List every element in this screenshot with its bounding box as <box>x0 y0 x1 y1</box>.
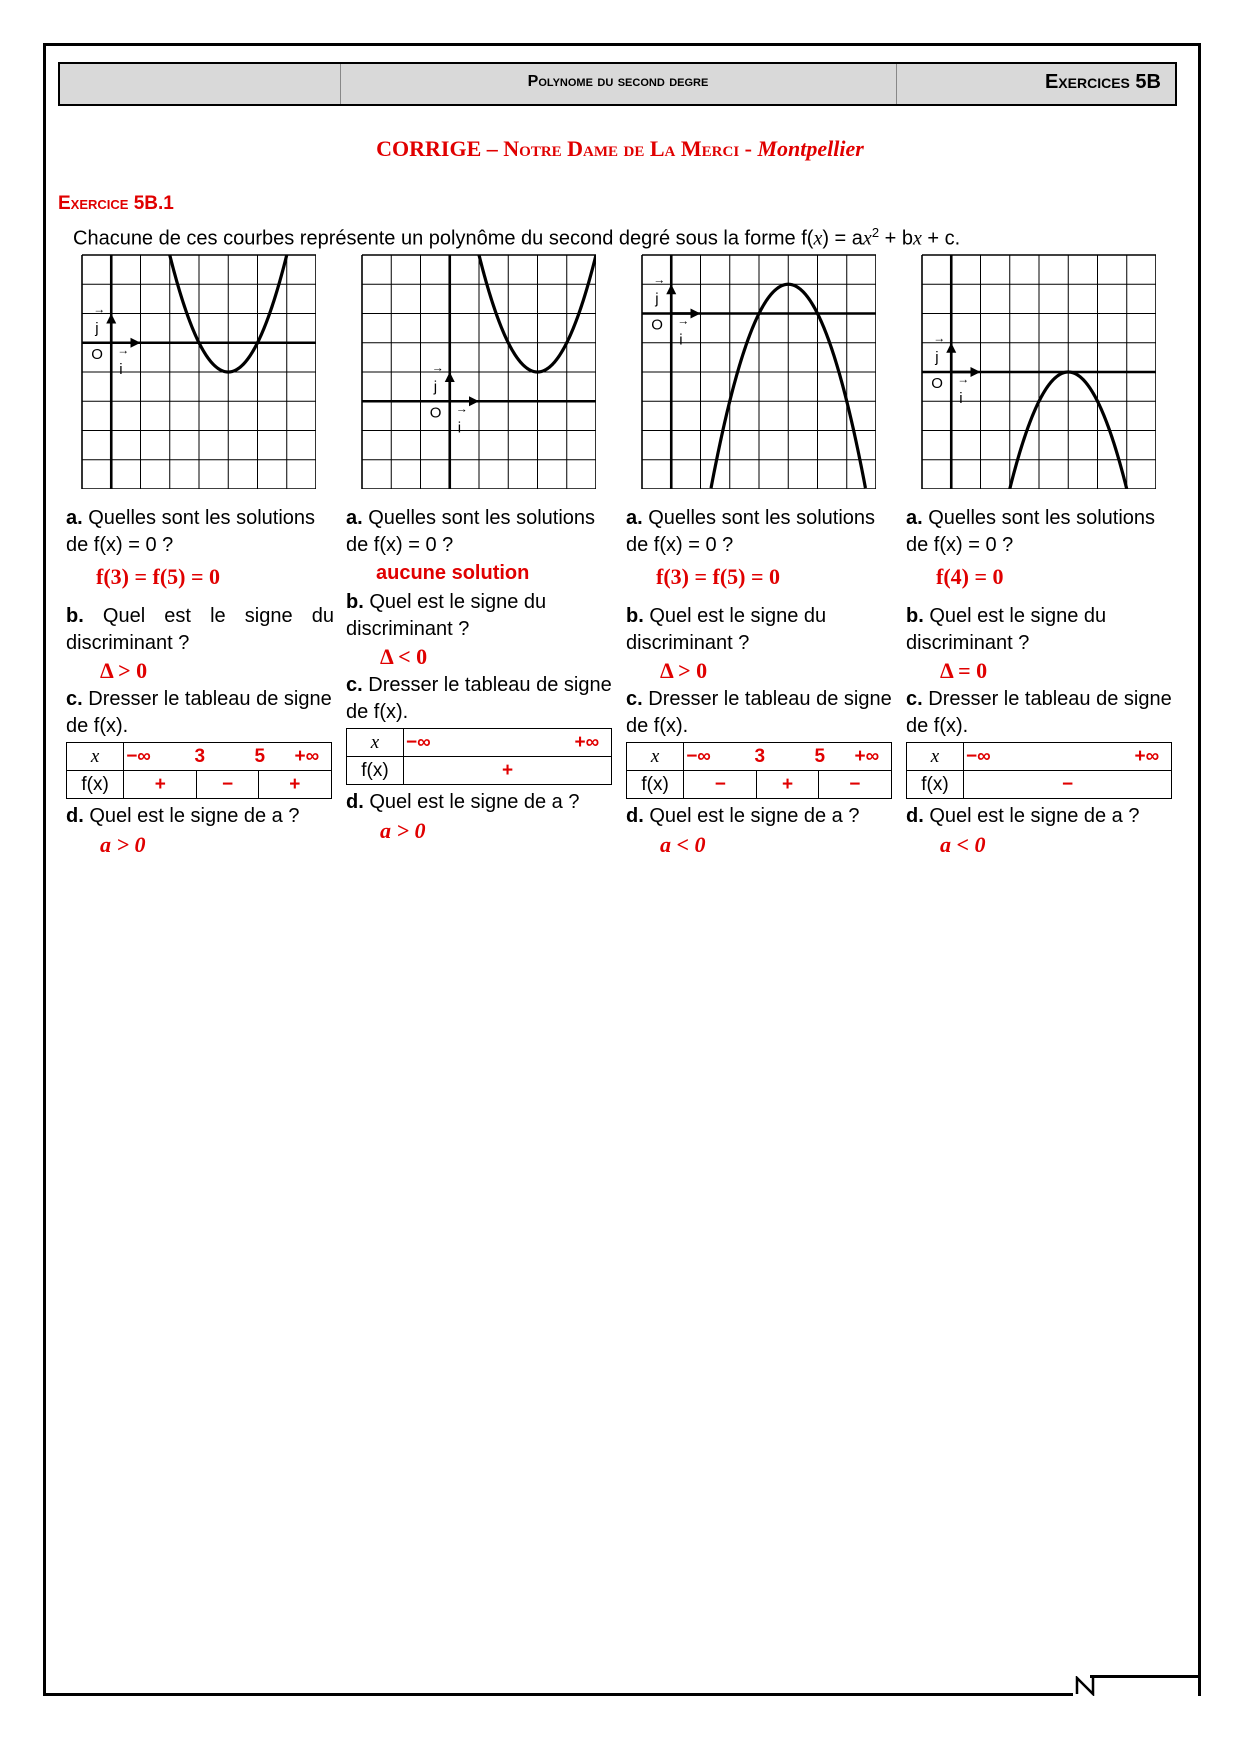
arrow-icon <box>469 396 479 406</box>
question-letter: b. <box>346 591 364 613</box>
question-d <box>626 803 894 830</box>
sign-cell: − <box>684 771 757 799</box>
vector-i-arrow: → <box>455 401 468 416</box>
question-text: Quelles sont les solutions de f(x) = 0 ? <box>66 507 316 556</box>
origin-label: O <box>429 404 442 422</box>
vector-i-label: i <box>119 360 123 378</box>
question-c <box>346 672 614 726</box>
exercise-intro <box>73 225 960 251</box>
sign-table-row-x <box>907 743 1172 771</box>
sign-cell: − <box>818 771 891 799</box>
arrow-icon <box>131 338 141 348</box>
sign-table-values <box>684 743 892 771</box>
question-text: Quelles sont les solutions de f(x) = 0 ? <box>906 507 1156 556</box>
sign-table-row-x <box>67 743 332 771</box>
page-corner-mark <box>1075 1676 1095 1696</box>
question-c <box>66 686 334 740</box>
question-letter: a. <box>626 507 643 529</box>
graph-2 <box>360 253 596 489</box>
question-text: Quel est le signe de a ? <box>643 805 860 827</box>
corrige-separator: - <box>739 136 758 161</box>
exercise-title: Exercice 5B.1 <box>58 193 174 214</box>
question-letter: c. <box>906 688 923 710</box>
question-letter: b. <box>66 605 84 627</box>
vector-j-label: j <box>433 378 438 396</box>
question-letter: c. <box>66 688 83 710</box>
plus-infinity: +∞ <box>854 746 880 767</box>
minus-infinity: −∞ <box>126 746 151 767</box>
vector-i-arrow: → <box>117 342 130 357</box>
sign-table-values <box>964 743 1172 771</box>
question-letter: d. <box>906 805 924 827</box>
sign-cell: − <box>964 771 1172 799</box>
sign-table <box>346 728 612 785</box>
vector-j-label: j <box>95 319 99 337</box>
vector-j-arrow: → <box>93 301 106 316</box>
arrow-icon <box>691 309 701 319</box>
sign-table-row-fx <box>627 771 892 799</box>
answer-d: a < 0 <box>940 832 986 857</box>
answer-d: a > 0 <box>100 832 146 857</box>
vector-j-label: j <box>655 290 659 308</box>
sign-table <box>906 742 1172 799</box>
question-d <box>346 789 614 816</box>
question-text: Quel est le signe de a ? <box>83 805 300 827</box>
sign-table-header-x: x <box>347 729 404 757</box>
sign-table-header-x: x <box>627 743 684 771</box>
page-bottom-rule-right <box>1090 1675 1198 1678</box>
question-c <box>906 686 1174 740</box>
question-a <box>66 505 334 559</box>
graph-4 <box>920 253 1156 489</box>
question-text: Quel est le signe du discriminant ? <box>346 591 547 640</box>
question-letter: a. <box>66 507 83 529</box>
question-letter: c. <box>346 674 363 696</box>
intro-text: Chacune de ces courbes représente un polynôme du second degré sous la forme f( <box>73 227 814 250</box>
question-text: Dresser le tableau de signe de f(x). <box>346 674 612 723</box>
answer-a: f(4) = 0 <box>936 564 1004 589</box>
arrow-icon <box>946 343 956 353</box>
question-b <box>906 603 1174 657</box>
question-letter: b. <box>906 605 924 627</box>
sign-table-header-fx: f(x) <box>67 771 124 799</box>
answer-b: Δ < 0 <box>380 644 428 669</box>
graph-1 <box>80 253 316 489</box>
page-bottom-rule <box>43 1693 1073 1696</box>
plus-infinity: +∞ <box>1134 746 1160 767</box>
question-text: Quel est le signe de a ? <box>923 805 1140 827</box>
arrow-icon <box>971 367 981 377</box>
vector-j-label: j <box>935 349 939 366</box>
arrow-icon <box>445 372 455 382</box>
intro-var: x <box>912 227 922 250</box>
sign-table-values <box>404 729 612 757</box>
arrow-icon <box>666 284 676 294</box>
question-a <box>346 505 614 559</box>
answer-d: a > 0 <box>380 818 426 843</box>
question-b <box>626 603 894 657</box>
question-letter: d. <box>346 791 364 813</box>
answer-b: Δ > 0 <box>100 658 148 683</box>
sign-table-header-fx: f(x) <box>627 771 684 799</box>
question-b <box>66 603 334 657</box>
minus-infinity: −∞ <box>686 746 711 767</box>
question-text: Quel est le signe du discriminant ? <box>906 605 1107 654</box>
sign-table <box>626 742 892 799</box>
answer-b: Δ > 0 <box>660 658 708 683</box>
sign-table-row-x <box>347 729 612 757</box>
question-text: Dresser le tableau de signe de f(x). <box>626 688 892 737</box>
intro-exponent: 2 <box>871 225 880 240</box>
question-text: Dresser le tableau de signe de f(x). <box>66 688 332 737</box>
minus-infinity: −∞ <box>406 732 431 753</box>
corrige-city: Montpellier <box>757 136 864 161</box>
vector-j-arrow: → <box>653 272 666 287</box>
sign-table-values <box>124 743 332 771</box>
arrow-icon <box>106 314 116 324</box>
origin-label: O <box>651 316 663 334</box>
header-title: Polynome du second degre <box>527 73 709 90</box>
corrige-prefix: CORRIGE <box>376 136 482 161</box>
question-text: Dresser le tableau de signe de f(x). <box>906 688 1172 737</box>
sign-table-header-fx: f(x) <box>907 771 964 799</box>
sign-cell: + <box>757 771 818 799</box>
vector-j-arrow: → <box>933 331 946 345</box>
intro-var: x <box>813 227 823 250</box>
sign-table-row-fx <box>347 757 612 785</box>
sign-cell: + <box>124 771 197 799</box>
question-a <box>906 505 1174 559</box>
sign-table-row-fx <box>907 771 1172 799</box>
question-d <box>66 803 334 830</box>
sign-table-header-x: x <box>67 743 124 771</box>
vector-j-arrow: → <box>431 360 444 375</box>
question-text: Quelles sont les solutions de f(x) = 0 ? <box>626 507 876 556</box>
plus-infinity: +∞ <box>294 746 320 767</box>
sign-table-row-x <box>627 743 892 771</box>
intro-text: + b <box>879 227 913 250</box>
vector-i-label: i <box>679 331 683 349</box>
intro-var: x <box>862 227 872 250</box>
graph-3 <box>640 253 876 489</box>
sign-cell: + <box>404 757 612 785</box>
vector-i-arrow: → <box>677 313 690 328</box>
answer-b: Δ = 0 <box>940 658 988 683</box>
answer-a: f(3) = f(5) = 0 <box>656 564 781 589</box>
root-value: 5 <box>254 746 266 767</box>
corrige-dash: – <box>481 136 504 161</box>
sign-table-header-x: x <box>907 743 964 771</box>
vector-i-arrow: → <box>957 372 970 386</box>
sign-table-header-fx: f(x) <box>347 757 404 785</box>
question-letter: d. <box>66 805 84 827</box>
corrige-heading <box>0 136 1240 162</box>
answer-a: f(3) = f(5) = 0 <box>96 564 221 589</box>
question-text: Quel est le signe du discriminant ? <box>626 605 827 654</box>
sign-cell: + <box>258 771 331 799</box>
root-value: 5 <box>814 746 826 767</box>
page-header <box>58 62 1177 106</box>
question-b <box>346 589 614 643</box>
question-letter: b. <box>626 605 644 627</box>
intro-text: + c. <box>921 227 961 250</box>
vector-i-label: i <box>457 419 462 437</box>
question-letter: a. <box>906 507 923 529</box>
plus-infinity: +∞ <box>574 732 600 753</box>
sign-table-row-fx <box>67 771 332 799</box>
corrige-school: Notre Dame de La Merci <box>503 136 740 161</box>
question-letter: c. <box>626 688 643 710</box>
header-exercise-set: Exercices 5B <box>1044 71 1161 93</box>
origin-label: O <box>931 375 943 392</box>
question-a <box>626 505 894 559</box>
question-text: Quelles sont les solutions de f(x) = 0 ? <box>346 507 596 556</box>
question-letter: d. <box>626 805 644 827</box>
sign-cell: − <box>197 771 258 799</box>
intro-text: ) = a <box>822 227 863 250</box>
origin-label: O <box>91 345 103 363</box>
answer-d: a < 0 <box>660 832 706 857</box>
question-d <box>906 803 1174 830</box>
question-text: Quel est le signe du discriminant ? <box>66 605 334 654</box>
vector-i-label: i <box>959 390 963 407</box>
question-c <box>626 686 894 740</box>
question-text: Quel est le signe de a ? <box>363 791 580 813</box>
minus-infinity: −∞ <box>966 746 991 767</box>
sign-table <box>66 742 332 799</box>
answer-a: aucune solution <box>376 562 530 584</box>
question-letter: a. <box>346 507 363 529</box>
header-divider <box>896 64 897 104</box>
root-value: 3 <box>754 746 766 767</box>
root-value: 3 <box>194 746 206 767</box>
